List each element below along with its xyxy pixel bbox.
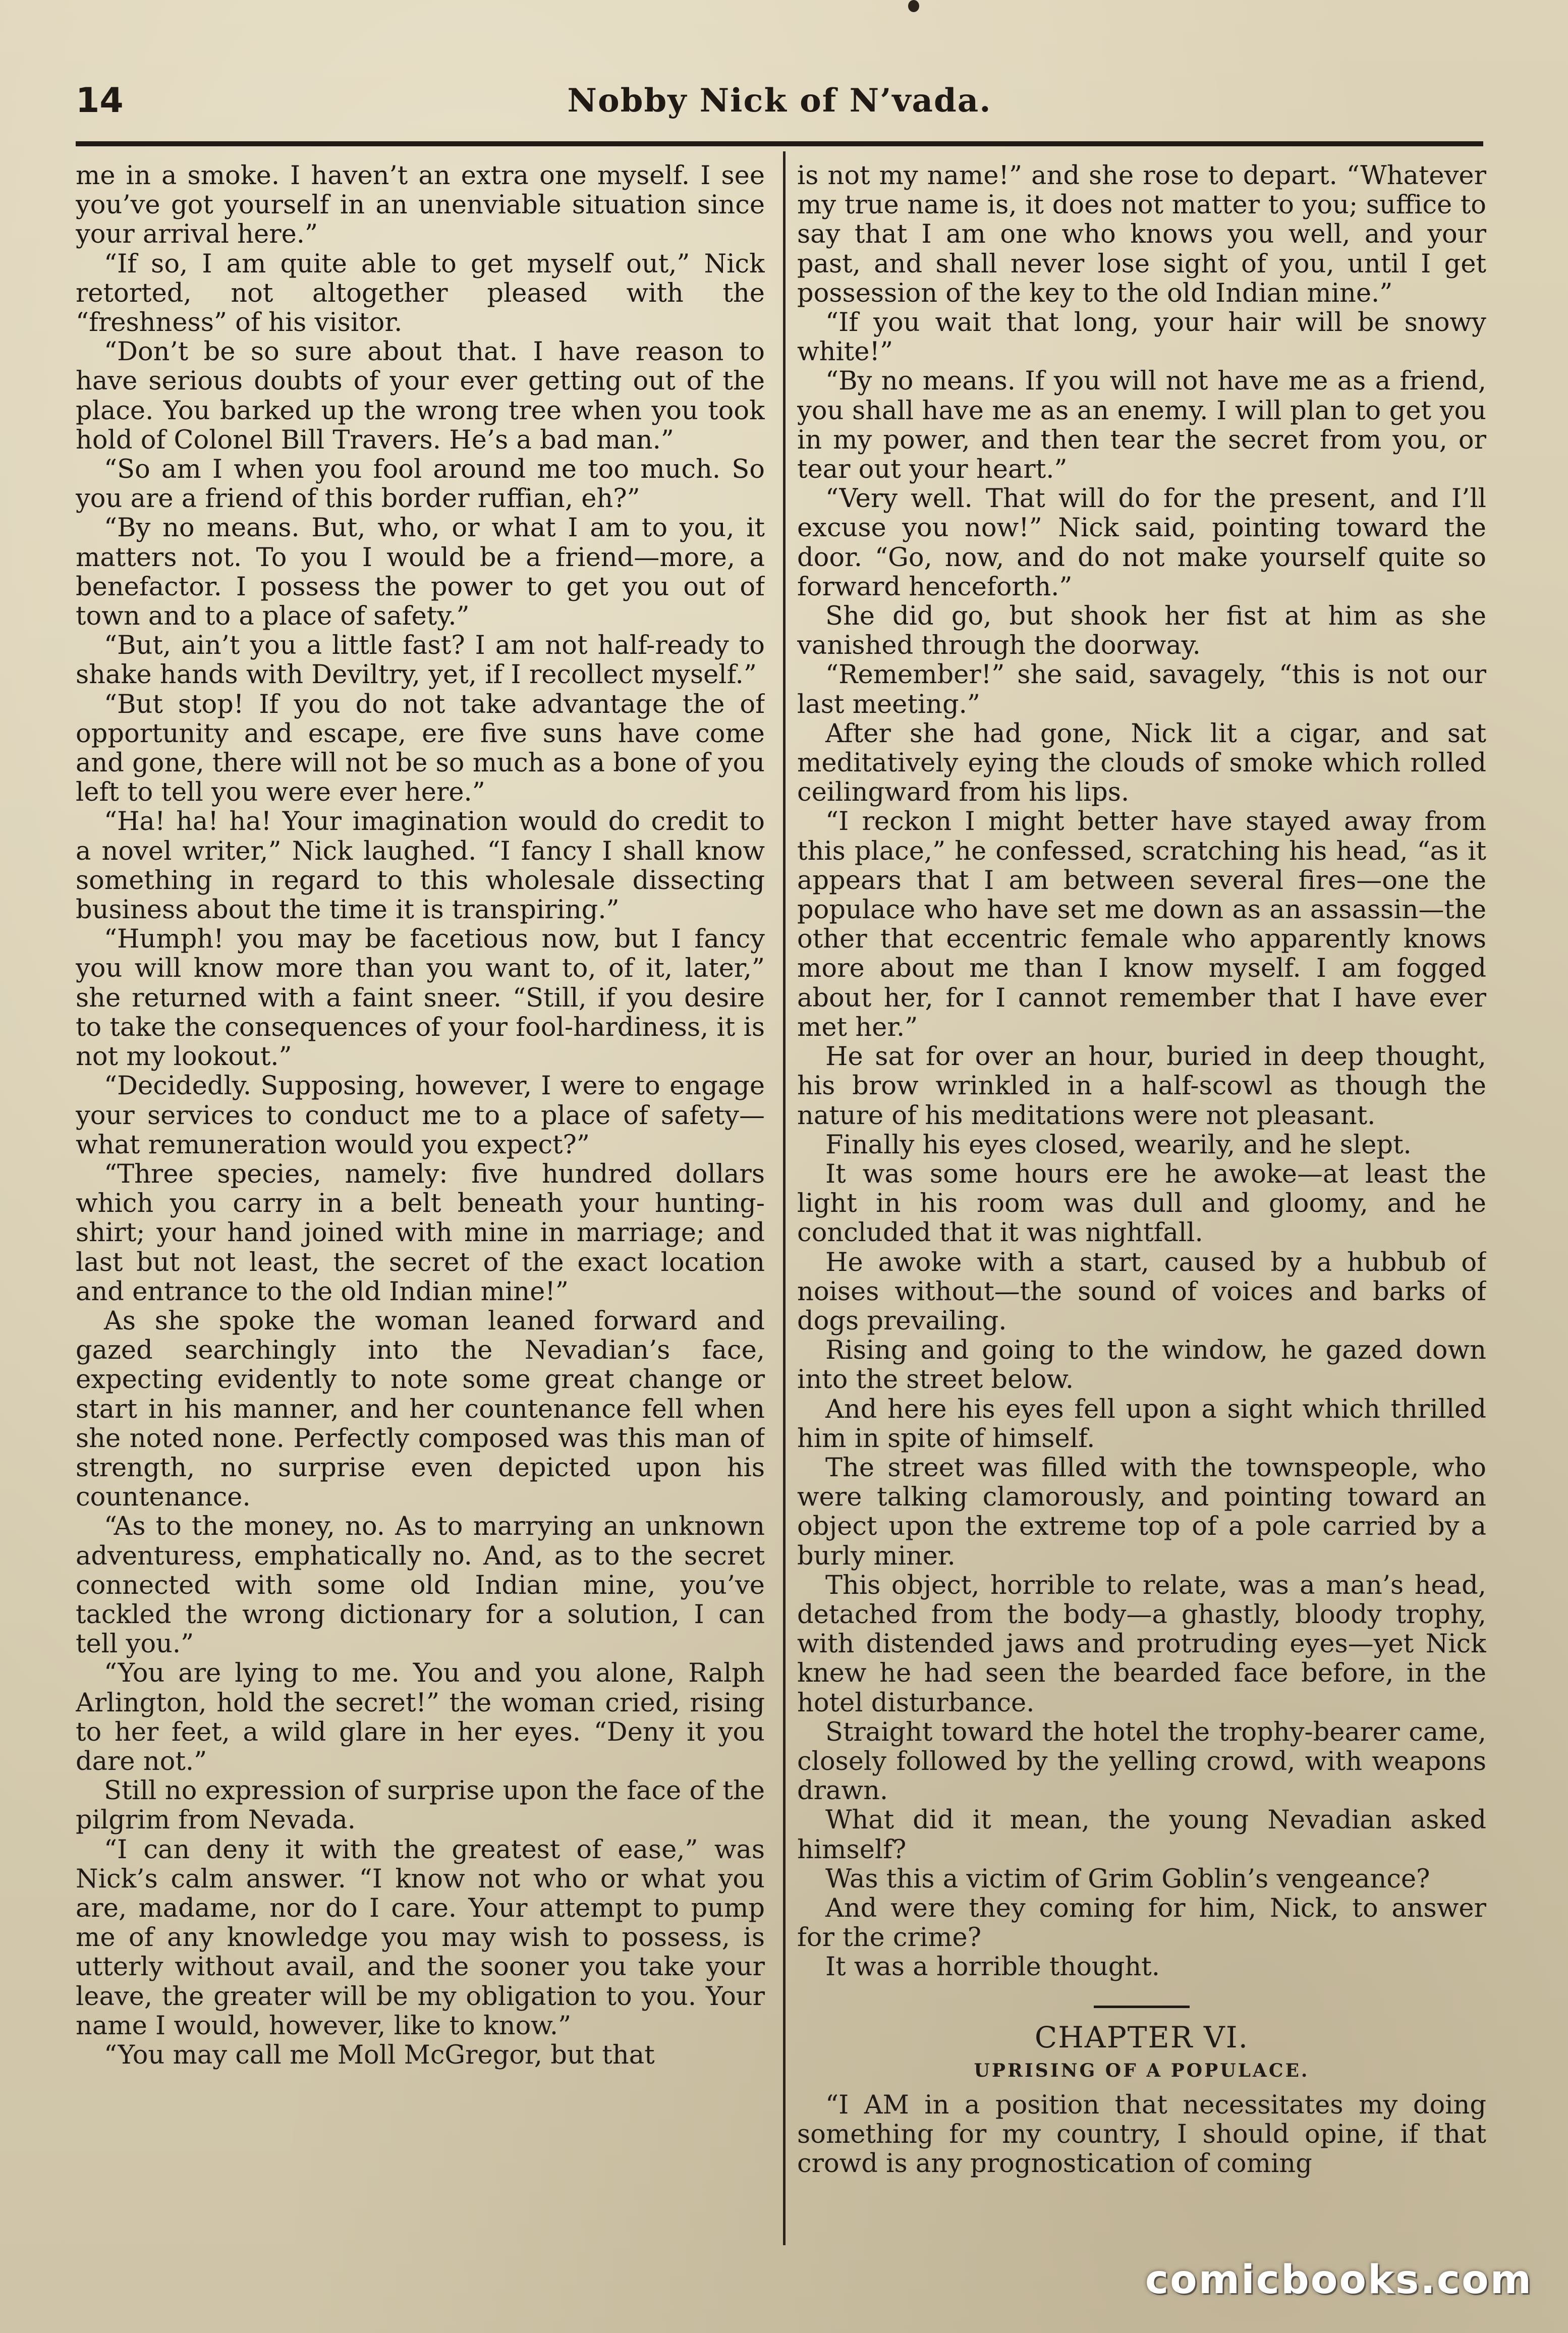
paragraph: “Very well. That will do for the present, and I’ll excuse you now!” Nick said, pointing toward the door. “Go, now, and do not make yourself quite so forward henceforth.” [797,484,1486,602]
paragraph: Rising and going to the window, he gazed down into the street below. [797,1336,1486,1395]
paragraph: She did go, but shook her fist at him as she vanished through the doorway. [797,601,1486,661]
chapter-subheading: UPRISING OF A POPULACE. [974,2060,1310,2081]
paragraph: “You are lying to me. You and you alone, Ralph Arlington, hold the secret!” the woman cried, rising to her feet, a wild glare in her eyes. “Deny it you dare not.” [76,1658,765,1776]
paragraph: “By no means. If you will not have me as a friend, you shall have me as an enemy. I will plan to get you in my power, and then tear the secret from you, or tear out your heart.” [797,366,1486,485]
paragraph: It was some hours ere he awoke—at least the light in his room was dull and gloomy, and he concluded that it was nightfall. [797,1159,1486,1248]
running-title: Nobby Nick of N’vada. [567,82,992,120]
paragraph: is not my name!” and she rose to depart. “Whatever my true name is, it does not matter to you; suffice to say that I am one who knows you well, and your past, and shall never lose sight of you, until I get possession of the key to the old Indian mine.” [797,161,1486,308]
paragraph: And were they coming for him, Nick, to answer for the crime? [797,1893,1486,1953]
paragraph: This object, horrible to relate, was a man’s head, detached from the body—a ghastly, bloody trophy, with distended jaws and protruding eyes—yet Nick knew he had seen the bearded face before, in the hotel disturbance. [797,1570,1486,1718]
paragraph: “I AM in a position that necessitates my doing something for my country, I should opine, if that crowd is any prognostication of coming [797,2090,1486,2179]
paragraph: “You may call me Moll McGregor, but that [104,2040,655,2070]
left-column [76,161,765,2260]
right-column-body [797,161,1486,1982]
paragraph: Was this a victim of Grim Goblin’s vengeance? [825,1864,1430,1894]
paragraph: “I can deny it with the greatest of ease,” was Nick’s calm answer. “I know not who or what you are, madame, nor do I care. Your attempt to pump me of any knowledge you may wish to possess, is utterly without avail, and the sooner you take your leave, the greater will be my obligation to you. Your name I would, however, like to know.” [76,1835,765,2041]
header-rule [76,141,1483,146]
chapter-heading: CHAPTER VI. [1034,2020,1249,2054]
chapter-body [797,2091,1486,2179]
watermark: comicbooks.com [1145,2257,1533,2303]
chapter-rule [1094,2006,1190,2008]
column-divider [783,151,786,2245]
paragraph: He awoke with a start, caused by a hubbub of noises without—the sound of voices and barks of dogs prevailing. [797,1247,1486,1336]
paragraph: “But, ain’t you a little fast? I am not half-ready to shake hands with Deviltry, yet, if I recollect myself.” [76,631,765,690]
paragraph: Still no expression of surprise upon the face of the pilgrim from Nevada. [76,1776,765,1836]
paragraph: After she had gone, Nick lit a cigar, and sat meditatively eying the clouds of smoke which rolled ceilingward from his lips. [797,718,1486,808]
paragraph: me in a smoke. I haven’t an extra one myself. I see you’ve got yourself in an unenviable situation since your arrival here.” [76,161,765,250]
paragraph: “I reckon I might better have stayed away from this place,” he confessed, scratching his head, “as it appears that I am between several fires—one the populace who have set me down as an assassin—the other that eccentric female who apparently knows more about me than I know myself. I am fogged about her, for I cannot remember that I have ever met her.” [797,807,1486,1042]
paragraph: “By no means. But, who, or what I am to you, it matters not. To you I would be a friend—more, a benefactor. I possess the power to get you out of town and to a place of safety.” [76,513,765,632]
paragraph: Straight toward the hotel the trophy-bearer came, closely followed by the yelling crowd, with weapons drawn. [797,1717,1486,1806]
paragraph: “Humph! you may be facetious now, but I fancy you will know more than you want to, of it, later,” she returned with a faint sneer. “Still, if you desire to take the consequences of your fool-hardiness, it is not my lookout.” [76,924,765,1072]
right-column [797,161,1486,2260]
paragraph: Finally his eyes closed, wearily, and he slept. [825,1130,1412,1160]
paragraph: It was a horrible thought. [825,1952,1160,1982]
paragraph: “If so, I am quite able to get myself out,” Nick retorted, not altogether pleased with the “freshness” of his visitor. [76,249,765,338]
paragraph: The street was filled with the townspeople, who were talking clamorously, and pointing toward an object upon the extreme top of a pole carried by a burly miner. [797,1453,1486,1571]
page-header [76,76,1483,131]
ink-speck [908,0,919,12]
paragraph: “Decidedly. Supposing, however, I were to engage your services to conduct me to a place of safety—what remuneration would you expect?” [76,1071,765,1160]
paragraph: What did it mean, the young Nevadian asked himself? [797,1805,1486,1865]
paragraph: “If you wait that long, your hair will be snowy white!” [797,308,1486,367]
paragraph: “As to the money, no. As to marrying an unknown adventuress, emphatically no. And, as to the secret connected with some old Indian mine, you’ve tackled the wrong dictionary for a solution, I can tell you.” [76,1512,765,1659]
paragraph: As she spoke the woman leaned forward and gazed searchingly into the Nevadian’s face, expecting evidently to note some great change or start in his manner, and her countenance fell when she noted none. Perfectly composed was this man of strength, no surprise even depicted upon his countenance. [76,1306,765,1513]
paragraph: “Remember!” she said, savagely, “this is not our last meeting.” [797,660,1486,719]
paragraph: “Ha! ha! ha! Your imagination would do credit to a novel writer,” Nick laughed. “I fancy I shall know something in regard to this wholesale dissecting business about the time it is transpiring.” [76,807,765,925]
paragraph: “But stop! If you do not take advantage the of opportunity and escape, ere five suns have come and gone, there will not be so much as a bone of you left to tell you were ever here.” [76,689,765,808]
paragraph: “So am I when you fool around me too much. So you are a friend of this border ruffian, eh?” [76,455,765,514]
paragraph: He sat for over an hour, buried in deep thought, his brow wrinkled in a half-scowl as though the nature of his meditations were not pleasant. [797,1042,1486,1131]
paragraph: And here his eyes fell upon a sight which thrilled him in spite of himself. [797,1394,1486,1454]
paragraph: “Three species, namely: five hundred dollars which you carry in a belt beneath your hunting-shirt; your hand joined with mine in marriage; and last but not least, the secret of the exact location and entrance to the old Indian mine!” [76,1159,765,1307]
page-number: 14 [76,81,124,121]
paragraph: “Don’t be so sure about that. I have reason to have serious doubts of your ever getting out of the place. You barked up the wrong tree when you took hold of Colonel Bill Travers. He’s a bad man.” [76,337,765,455]
